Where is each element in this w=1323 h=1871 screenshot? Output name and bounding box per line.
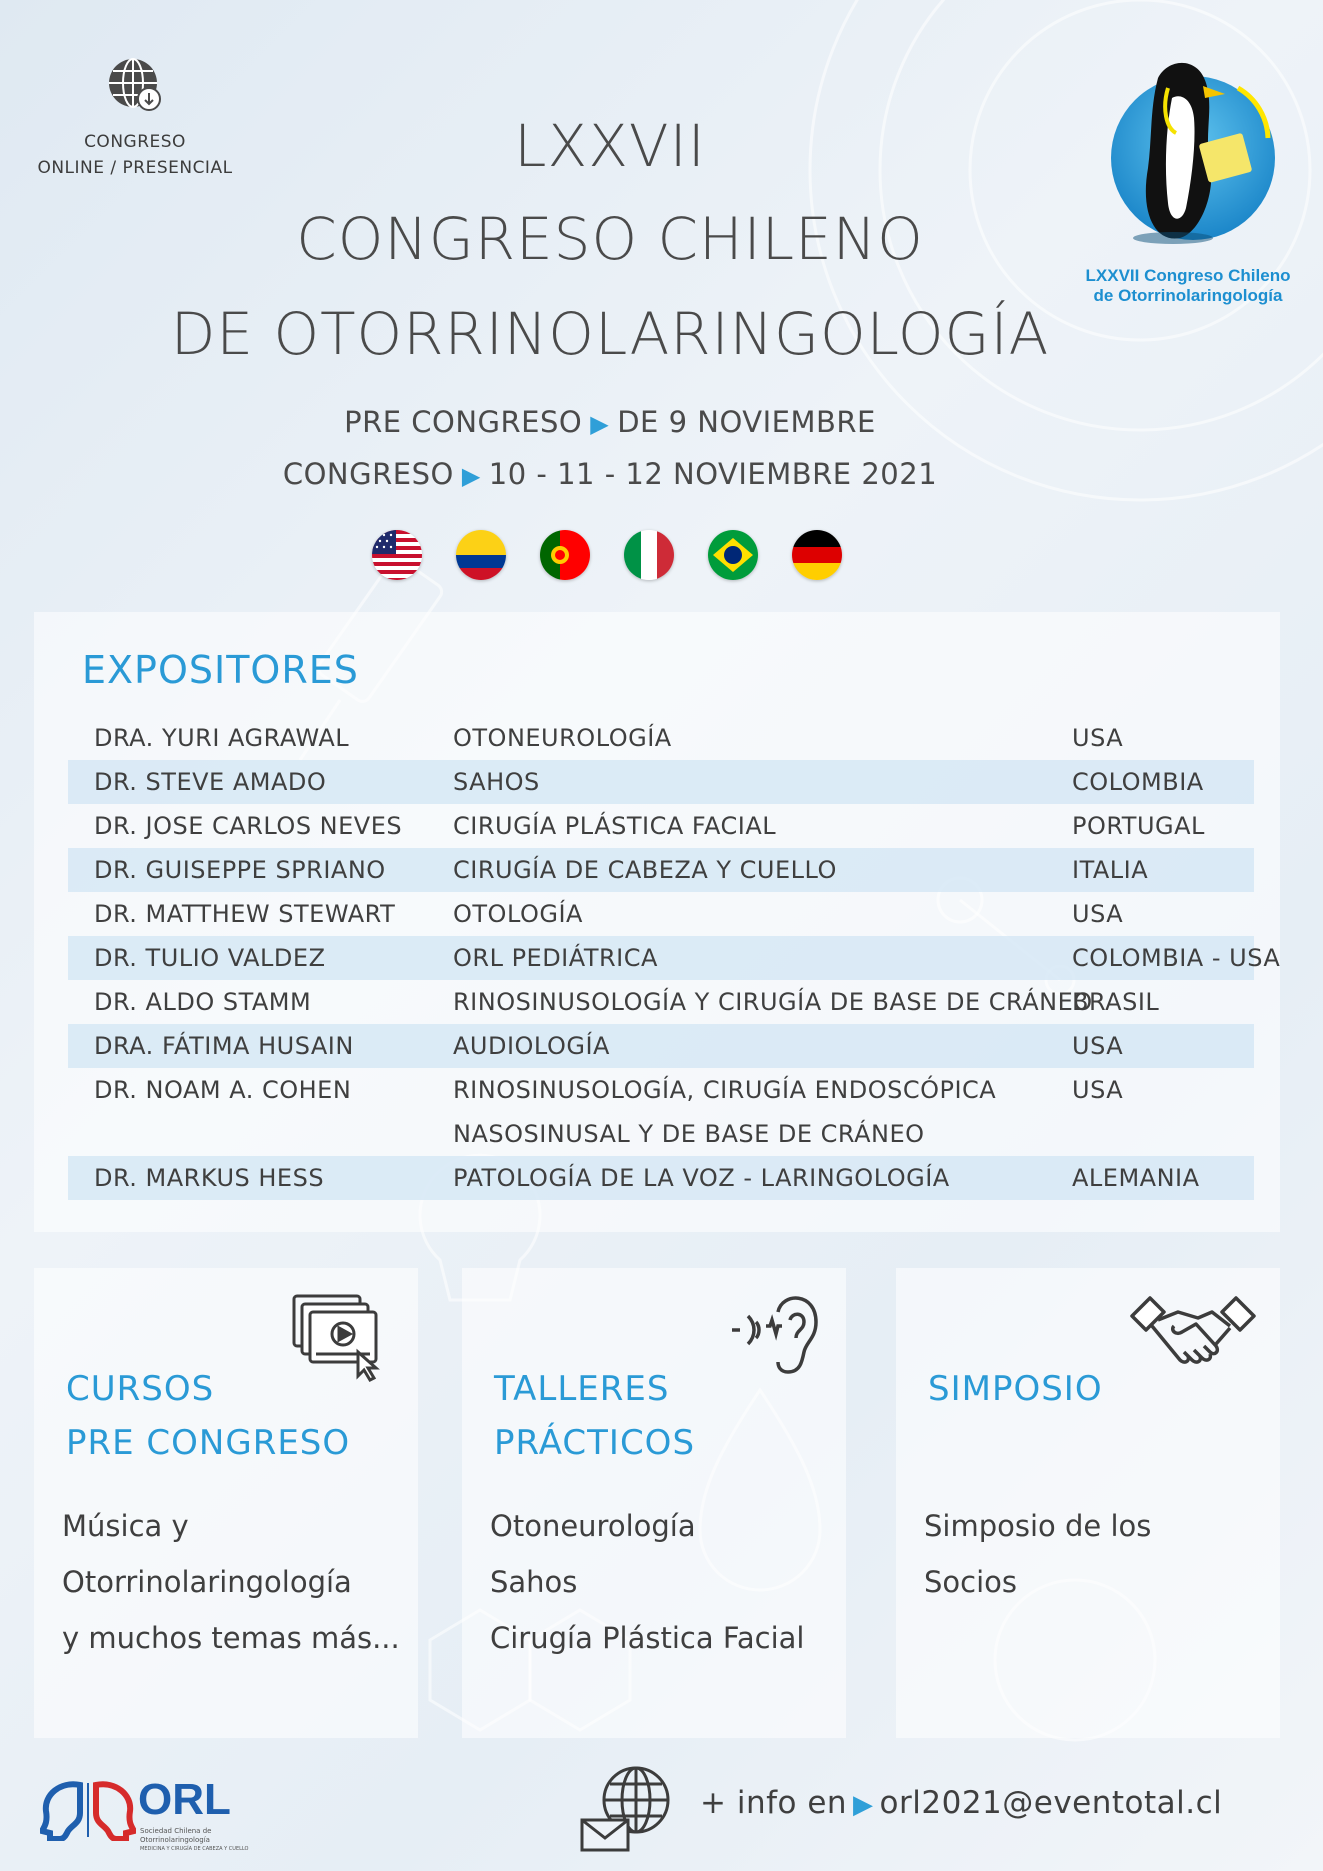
pre-congress-label: PRE CONGRESO: [344, 405, 583, 439]
simposio-title: [928, 1362, 1103, 1416]
speaker-country: PORTUGAL: [1072, 812, 1205, 840]
list-item: y muchos temas más...: [62, 1621, 400, 1655]
speaker-topic: RINOSINUSOLOGÍA Y CIRUGÍA DE BASE DE CRÁNEO: [453, 988, 1093, 1016]
usa-flag-icon: [372, 530, 422, 580]
contact-info: [700, 1785, 1222, 1821]
speaker-country: USA: [1072, 1032, 1124, 1060]
congress-date: [150, 457, 1070, 491]
speaker-country: USA: [1072, 724, 1124, 752]
speaker-name: DRA. FÁTIMA HUSAIN: [94, 1032, 354, 1060]
orl-sub-line-2: Otorrinolaringología: [140, 1836, 210, 1844]
speaker-country: ALEMANIA: [1072, 1164, 1200, 1192]
play-triangle-icon: ▶: [461, 462, 481, 490]
table-row: [68, 980, 1254, 1024]
cursos-list: [62, 1498, 400, 1666]
handshake-icon: [1128, 1294, 1258, 1384]
mode-line-2: ONLINE / PRESENCIAL: [37, 158, 233, 178]
simposio-title-line-1: SIMPOSIO: [928, 1369, 1103, 1409]
orl-name: ORL: [138, 1775, 231, 1824]
list-item: Otorrinolaringología: [62, 1565, 352, 1599]
table-row: [68, 892, 1254, 936]
speaker-country: COLOMBIA: [1072, 768, 1204, 796]
contact-email-link[interactable]: orl2021@eventotal.cl: [879, 1785, 1223, 1821]
expositores-panel: [34, 612, 1280, 1232]
germany-flag-icon: [792, 530, 842, 580]
orl-faces-icon: [40, 1777, 136, 1841]
ear-sound-icon: [726, 1284, 826, 1384]
speaker-topic: OTOLOGÍA: [453, 900, 583, 928]
title-line-2: CONGRESO CHILENO: [296, 205, 924, 273]
table-row: [68, 936, 1281, 980]
talleres-title-line-1: TALLERES: [494, 1369, 670, 1409]
speaker-topic: CIRUGÍA PLÁSTICA FACIAL: [453, 812, 777, 840]
speaker-country: ITALIA: [1072, 856, 1149, 884]
country-flags: [372, 530, 852, 582]
speaker-topic-line-1: RINOSINUSOLOGÍA, CIRUGÍA ENDOSCÓPICA: [453, 1076, 997, 1104]
speaker-topic: [453, 1068, 996, 1156]
speaker-name: DR. NOAM A. COHEN: [94, 1076, 352, 1104]
table-row: [68, 760, 1254, 804]
orl-society-logo: [40, 1775, 260, 1855]
simposio-list: [924, 1498, 1151, 1610]
mode-line-1: CONGRESO: [84, 132, 186, 152]
table-row: [68, 716, 1254, 760]
penguin-logo-icon: [1088, 48, 1288, 248]
speaker-name: DR. ALDO STAMM: [94, 988, 312, 1016]
cursos-title-line-2: PRE CONGRESO: [66, 1423, 351, 1463]
speaker-name: DR. MARKUS HESS: [94, 1164, 325, 1192]
pre-congress-date: [150, 405, 1070, 439]
orl-sub-line-1: Sociedad Chilena de: [140, 1827, 212, 1835]
cursos-title-line-1: CURSOS: [66, 1369, 215, 1409]
table-row: [68, 1024, 1254, 1068]
logo-caption-line-1: LXXVII Congreso Chileno: [1085, 266, 1291, 285]
globe-mail-icon: [578, 1762, 682, 1854]
congress-logo: [1068, 48, 1308, 306]
talleres-panel: [462, 1268, 846, 1738]
talleres-title: [494, 1362, 695, 1470]
speaker-topic: OTONEUROLOGÍA: [453, 724, 672, 752]
orl-sub-line-3: MEDICINA Y CIRUGÍA DE CABEZA Y CUELLO: [140, 1846, 249, 1852]
orl-subtitle: [140, 1827, 280, 1854]
cursos-panel: [34, 1268, 418, 1738]
speaker-country: BRASIL: [1072, 988, 1160, 1016]
speaker-topic: PATOLOGÍA DE LA VOZ - LARINGOLOGÍA: [453, 1164, 950, 1192]
speaker-name: DR. MATTHEW STEWART: [94, 900, 396, 928]
speaker-name: DR. GUISEPPE SPRIANO: [94, 856, 386, 884]
speaker-topic: CIRUGÍA DE CABEZA Y CUELLO: [453, 856, 837, 884]
simposio-panel: [896, 1268, 1280, 1738]
expositores-title: EXPOSITORES: [82, 648, 359, 692]
info-label: + info en: [700, 1785, 848, 1821]
list-item: Sahos: [490, 1565, 578, 1599]
table-row: [68, 1156, 1254, 1200]
pre-congress-value: DE 9 NOVIEMBRE: [617, 405, 876, 439]
talleres-list: [490, 1498, 804, 1666]
play-triangle-icon: ▶: [853, 1790, 874, 1820]
list-item: Otoneurología: [490, 1509, 696, 1543]
talleres-title-line-2: PRÁCTICOS: [494, 1423, 696, 1463]
list-item: Cirugía Plástica Facial: [490, 1621, 805, 1655]
speaker-name: DR. TULIO VALDEZ: [94, 944, 326, 972]
speaker-country: USA: [1072, 900, 1124, 928]
logo-caption-line-2: de Otorrinolaringología: [1093, 286, 1283, 305]
table-row: [68, 804, 1254, 848]
title-line-1: LXXVII: [514, 112, 706, 180]
table-row: [68, 848, 1254, 892]
portugal-flag-icon: [540, 530, 590, 580]
list-item: Socios: [924, 1565, 1018, 1599]
speaker-topic-line-2: NASOSINUSAL Y DE BASE DE CRÁNEO: [453, 1120, 925, 1148]
play-triangle-icon: ▶: [590, 410, 610, 438]
brazil-flag-icon: [708, 530, 758, 580]
speaker-name: DR. STEVE AMADO: [94, 768, 327, 796]
cursos-title: [66, 1362, 350, 1470]
table-row: [68, 1068, 1254, 1156]
congress-value: 10 - 11 - 12 NOVIEMBRE 2021: [488, 457, 938, 491]
list-item: Simposio de los: [924, 1509, 1152, 1543]
speaker-country: COLOMBIA - USA: [1072, 944, 1281, 972]
congress-label: CONGRESO: [282, 457, 454, 491]
italy-flag-icon: [624, 530, 674, 580]
speaker-topic: SAHOS: [453, 768, 540, 796]
globe-download-icon: [105, 55, 165, 115]
title-line-3: DE OTORRINOLARINGOLOGÍA: [170, 300, 1050, 368]
colombia-flag-icon: [456, 530, 506, 580]
speaker-name: DR. JOSE CARLOS NEVES: [94, 812, 403, 840]
speaker-topic: AUDIOLOGÍA: [453, 1032, 610, 1060]
list-item: Música y: [62, 1509, 189, 1543]
speaker-topic: ORL PEDIÁTRICA: [453, 944, 658, 972]
speaker-country: USA: [1072, 1076, 1124, 1104]
expositores-table: [68, 716, 1281, 1200]
speaker-name: DRA. YURI AGRAWAL: [94, 724, 350, 752]
